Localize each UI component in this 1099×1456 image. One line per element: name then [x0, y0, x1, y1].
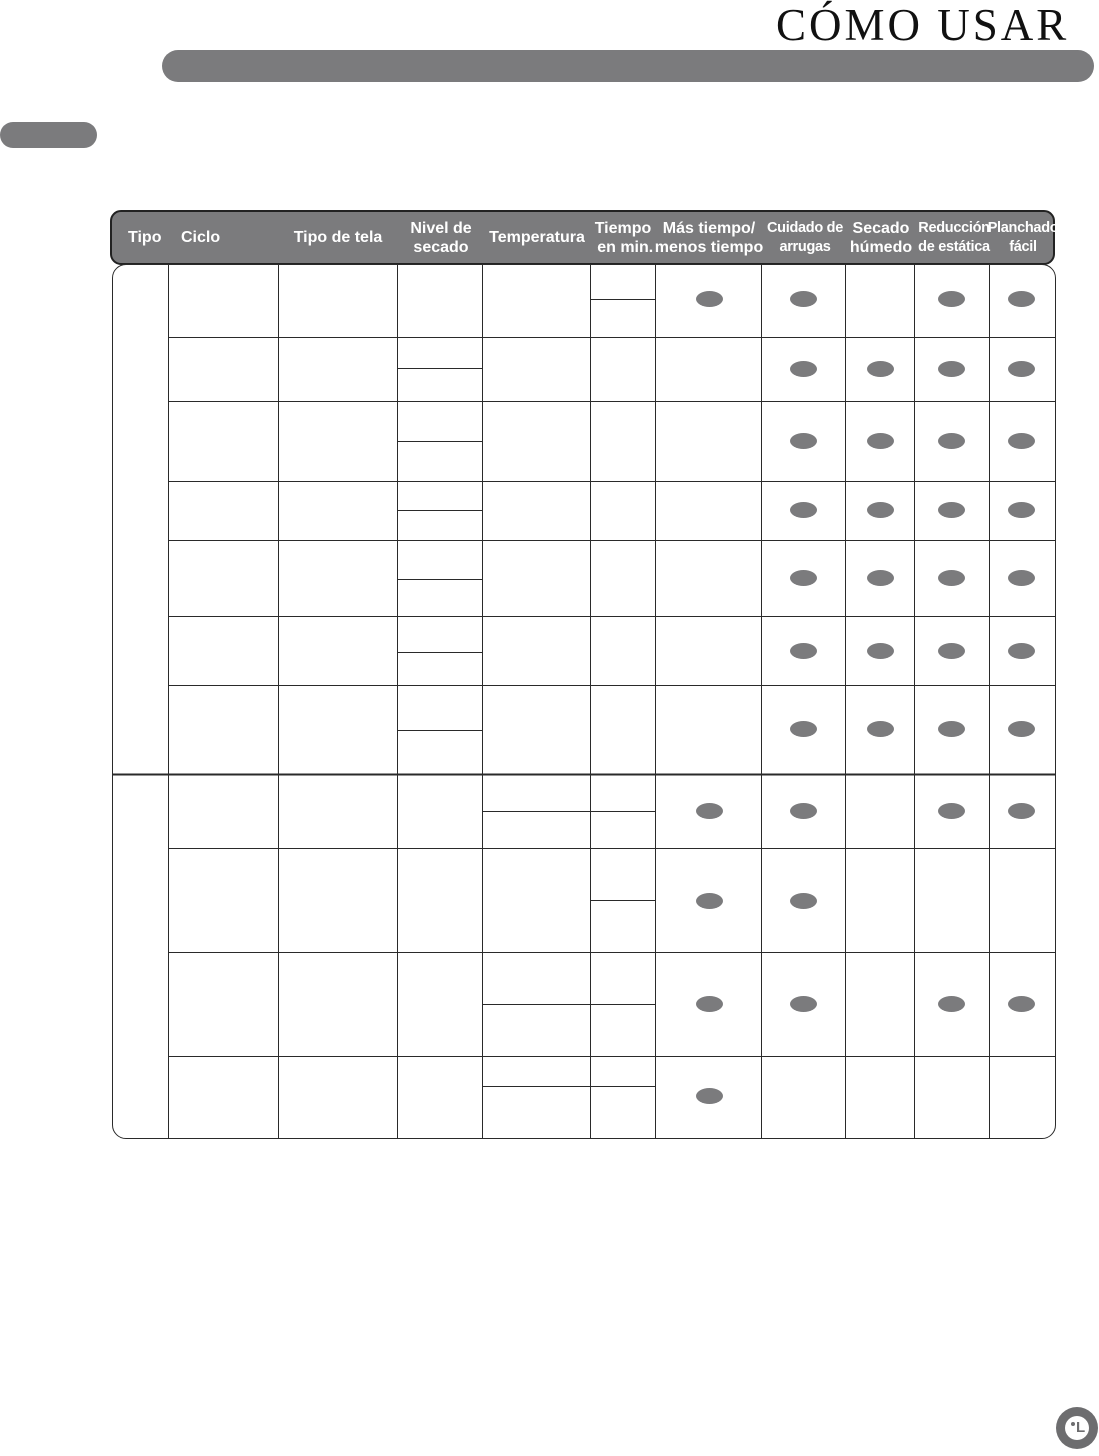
- option-dot-cuidado_arrugas: [790, 643, 817, 659]
- lg-logo-icon: [1056, 1407, 1098, 1449]
- option-dot-reduccion_estatica: [938, 433, 965, 449]
- lg-logo-face: [1065, 1416, 1089, 1440]
- option-dot-planchado_facil: [1008, 291, 1035, 307]
- option-dot-reduccion_estatica: [938, 721, 965, 737]
- option-dot-secado_humedo: [867, 721, 894, 737]
- option-dot-planchado_facil: [1008, 643, 1035, 659]
- option-dot-reduccion_estatica: [938, 361, 965, 377]
- option-dot-cuidado_arrugas: [790, 502, 817, 518]
- option-dot-mas_menos_tiempo: [696, 803, 723, 819]
- option-dot-reduccion_estatica: [938, 996, 965, 1012]
- option-dot-mas_menos_tiempo: [696, 893, 723, 909]
- option-dot-secado_humedo: [867, 570, 894, 586]
- option-dot-secado_humedo: [867, 502, 894, 518]
- option-dot-planchado_facil: [1008, 361, 1035, 377]
- header-line: Tipo de tela: [293, 229, 383, 246]
- header-line: de estática: [918, 238, 990, 255]
- option-dot-planchado_facil: [1008, 502, 1035, 518]
- option-dot-planchado_facil: [1008, 996, 1035, 1012]
- option-dot-mas_menos_tiempo: [696, 291, 723, 307]
- header-line: Reducción: [918, 219, 990, 236]
- header-line: menos tiempo: [654, 238, 764, 256]
- option-dot-reduccion_estatica: [938, 643, 965, 659]
- option-dot-cuidado_arrugas: [790, 570, 817, 586]
- option-dot-secado_humedo: [867, 433, 894, 449]
- option-dot-reduccion_estatica: [938, 502, 965, 518]
- header-line: Más tiempo/: [662, 219, 756, 237]
- header-line: Secado: [852, 219, 910, 237]
- option-dot-cuidado_arrugas: [790, 893, 817, 909]
- header-line: fácil: [1009, 238, 1037, 255]
- option-dot-cuidado_arrugas: [790, 803, 817, 819]
- header-line: Cuidado de: [767, 219, 843, 236]
- option-dot-planchado_facil: [1008, 803, 1035, 819]
- option-dot-reduccion_estatica: [938, 291, 965, 307]
- page-title: CÓMO USAR: [776, 0, 1070, 50]
- header-line: Nivel de: [410, 219, 472, 237]
- option-dot-reduccion_estatica: [938, 803, 965, 819]
- option-dot-cuidado_arrugas: [790, 361, 817, 377]
- option-dot-cuidado_arrugas: [790, 291, 817, 307]
- header-line: Tipo: [128, 229, 162, 246]
- option-dot-planchado_facil: [1008, 721, 1035, 737]
- option-dot-secado_humedo: [867, 361, 894, 377]
- option-dot-reduccion_estatica: [938, 570, 965, 586]
- header-line: en min.: [592, 238, 654, 256]
- header-line: Planchado: [987, 219, 1059, 236]
- header-line: arrugas: [779, 238, 831, 255]
- option-dot-secado_humedo: [867, 643, 894, 659]
- header-line: Tiempo: [594, 219, 652, 237]
- lg-logo-mark: L: [1076, 1419, 1086, 1436]
- option-dot-planchado_facil: [1008, 433, 1035, 449]
- option-dot-cuidado_arrugas: [790, 996, 817, 1012]
- option-dot-mas_menos_tiempo: [696, 1088, 723, 1104]
- header-line: húmedo: [849, 238, 913, 256]
- lg-logo-eye: [1071, 1422, 1075, 1426]
- option-dot-planchado_facil: [1008, 570, 1035, 586]
- header-line: secado: [413, 238, 469, 256]
- option-dot-cuidado_arrugas: [790, 433, 817, 449]
- header-line: Temperatura: [489, 229, 585, 246]
- header-line: Ciclo: [181, 229, 221, 246]
- option-dot-mas_menos_tiempo: [696, 996, 723, 1012]
- option-dot-cuidado_arrugas: [790, 721, 817, 737]
